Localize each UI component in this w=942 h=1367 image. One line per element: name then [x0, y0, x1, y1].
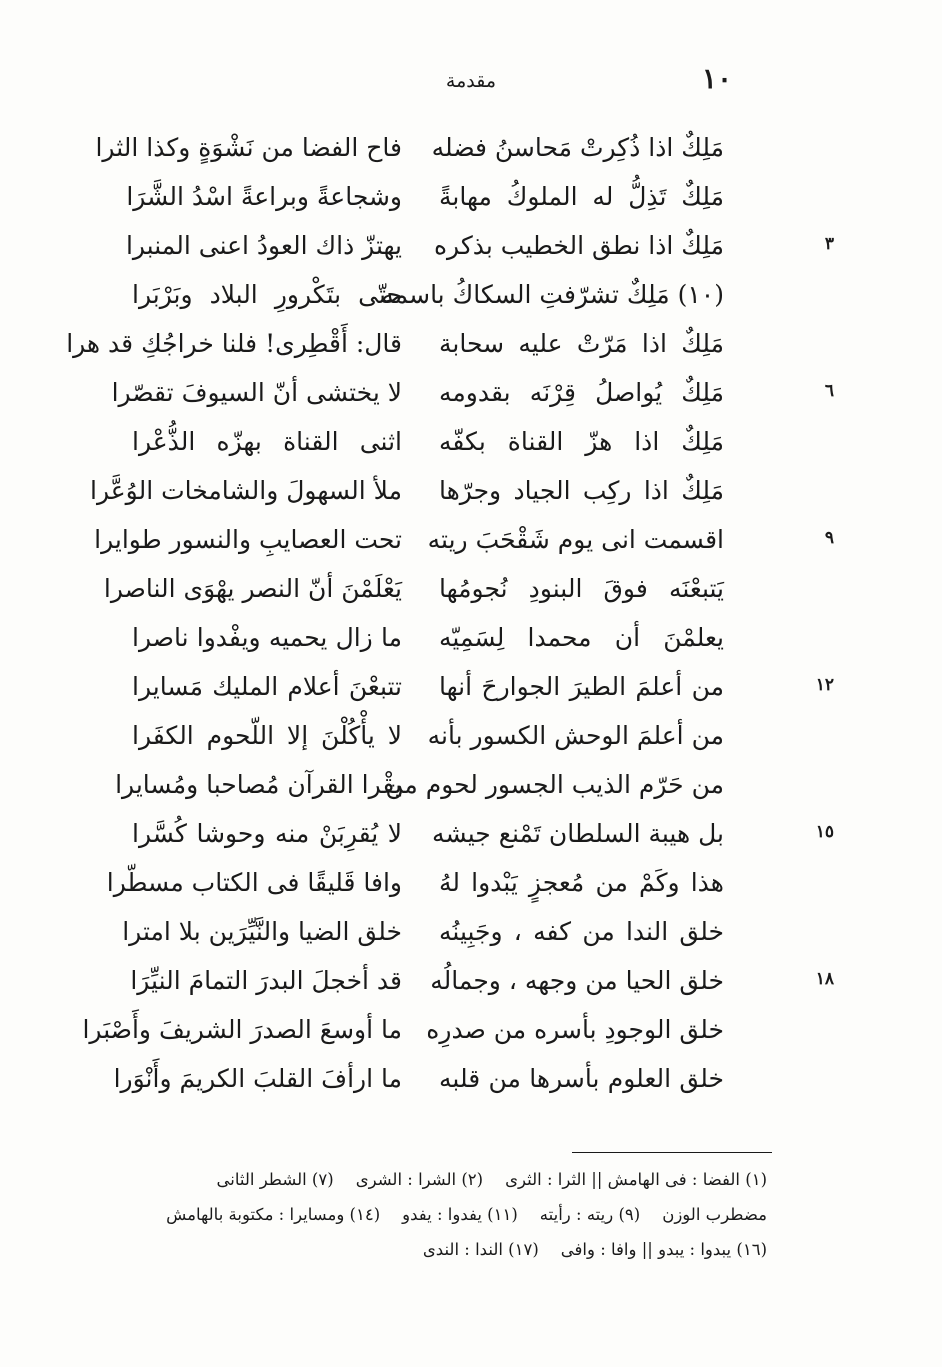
first-hemistich: يَتبعْنَه فوقَ البنودِ نُجومُها [439, 574, 724, 603]
second-hemistich: يَعْلَمْنَ أنّ النصر يهْوَى الناصرا [103, 574, 402, 603]
second-hemistich: ما أوسعَ الصدرَ الشريفَ وأَصْبَرا [82, 1015, 402, 1044]
verse-line [0, 322, 942, 371]
first-hemistich: خلق الوجودِ بأسره من صدرِه [426, 1015, 724, 1044]
verse-number: ١٥ [815, 822, 834, 842]
verse-line [0, 763, 942, 812]
footnote-divider [572, 1152, 772, 1153]
verse-line [0, 714, 942, 763]
poem [0, 126, 942, 1106]
footnote: (١٧) الندا : الندى [422, 1240, 539, 1259]
verse-line [0, 616, 942, 665]
verse-line [0, 959, 942, 1008]
verse-line [0, 224, 942, 273]
footnote: (٢) الشرا : الشرى [355, 1170, 484, 1189]
verse-line [0, 1008, 942, 1057]
second-hemistich: قال: أَقْطِرى! فلنا خراجُكِ قد هرا [66, 329, 402, 358]
second-hemistich: ما زال يحميه ويفْدوا ناصرا [132, 623, 402, 652]
running-title: مقدمة [445, 70, 497, 92]
footnote-line [77, 1197, 767, 1232]
verse-line [0, 273, 942, 322]
first-hemistich: من أعلمَ الطيرَ الجوارحَ أنها [439, 672, 724, 701]
first-hemistich: مَلِكٌ اذا مَرّتْ عليه سحابة [439, 329, 724, 358]
second-hemistich: خلق الضيا والنَّيِّرَين بلا امترا [122, 917, 402, 946]
second-hemistich: اثنى القناة بهزّه الذُّعْرا [132, 427, 402, 456]
verse-line [0, 567, 942, 616]
verse-line [0, 518, 942, 567]
verse-line [0, 1057, 942, 1106]
first-hemistich: من أعلمَ الوحش الكسور بأنه [427, 721, 724, 750]
second-hemistich: تحت العصايبِ والنسور طوايرا [94, 525, 402, 554]
first-hemistich: من حَرّم الذيب الجسور لحوم من [385, 770, 724, 799]
first-hemistich: بل هيبة السلطان تَمْنع جيشه [432, 819, 724, 848]
verse-line [0, 469, 942, 518]
first-hemistich: خلق الحيا من وجهه ، وجمالُه [430, 966, 724, 995]
footnote: (١٤) ومسايرا : مكتوبة بالهامش [166, 1205, 381, 1224]
verse-line [0, 812, 942, 861]
second-hemistich: ملأ السهولَ والشامخات الوُعَّرا [90, 476, 402, 505]
verse-line [0, 175, 942, 224]
page-number: ١٠ [701, 62, 732, 95]
first-hemistich: مَلِكٌ اذا ذُكِرتْ مَحاسنُ فضله [431, 133, 724, 162]
first-hemistich: هذا وكَمْ من مُعجزٍ يَبْدوا لهُ [439, 868, 724, 897]
first-hemistich: مَلِكٌ اذا ركِب الجياد وجرّها [439, 476, 724, 505]
verse-line [0, 420, 942, 469]
verse-number: ٩ [824, 528, 834, 548]
second-hemistich: فاح الفضا من نَشْوَةٍ وكذا الثرا [95, 133, 402, 162]
footnote: (١) الفضا : فى الهامش || الثرا : الثرى [505, 1170, 767, 1189]
verse-line [0, 910, 942, 959]
first-hemistich: مَلِكٌ يُواصلُ قِرْنَه بقدومه [439, 378, 724, 407]
verse-number: ١٨ [815, 969, 834, 989]
footnotes [77, 1162, 767, 1267]
second-hemistich: لا يُقرِبَنْ منه وحوشا كُسَّرا [132, 819, 402, 848]
footnote: (١٦) يبدوا : يبدو || وافا : وافى [560, 1240, 767, 1259]
verse-line [0, 371, 942, 420]
footnote: (١١) يفدوا : يفدو [402, 1205, 518, 1224]
first-hemistich: يعلمْنَ أن محمدا لِسَمِيّه [439, 623, 724, 652]
verse-number: ٦ [824, 381, 834, 401]
second-hemistich: وشجاعةً وبراعةً اسْدُ الشَّرَا [126, 182, 402, 211]
verse-line [0, 861, 942, 910]
footnote: مضطرب الوزن [662, 1205, 767, 1224]
first-hemistich: (١٠) مَلِكٌ تشرّفتِ السكاكُ باسمه [381, 280, 724, 309]
second-hemistich: يقْرا القرآن مُصاحبا ومُسايرا [115, 770, 402, 799]
verse-number: ٣ [824, 234, 834, 254]
first-hemistich: خلق الندا من كفه ، وجَبِينُه [439, 917, 724, 946]
second-hemistich: يهتزّ ذاك العودُ اعنى المنبرا [125, 231, 402, 260]
second-hemistich: ما ارأفَ القلبَ الكريمَ وأَنْوَرا [113, 1064, 402, 1093]
first-hemistich: خلق العلوم بأسرها من قلبه [439, 1064, 724, 1093]
first-hemistich: مَلِكٌ تَذِلُّ له الملوكُ مهابةً [439, 182, 724, 211]
second-hemistich: قد أخجلَ البدرَ التمامَ النيِّرَا [130, 966, 402, 995]
second-hemistich: وافا قَليقًا فى الكتاب مسطّرا [106, 868, 402, 897]
footnote: (٩) ريته : رأيته [539, 1205, 641, 1224]
verse-line [0, 665, 942, 714]
second-hemistich: لا يختشى أنّ السيوفَ تقصّرا [111, 378, 402, 407]
first-hemistich: مَلِكٌ اذا نطق الخطيب بذكره [433, 231, 724, 260]
second-hemistich: تتبعْنَ أعلام المليك مَسايرا [132, 672, 402, 701]
verse-number: ١٢ [815, 675, 834, 695]
second-hemistich: لا يأْكُلْنَ إلا اللّحوم الكفَرا [132, 721, 402, 750]
footnote-line [77, 1162, 767, 1197]
page-header [0, 62, 942, 102]
first-hemistich: مَلِكٌ اذا هزّ القناة بكفّه [439, 427, 724, 456]
second-hemistich: حتّى بتَكْرورِ البلاد وبَرْبَرا [132, 280, 402, 309]
footnote-line [77, 1232, 767, 1267]
verse-line [0, 126, 942, 175]
first-hemistich: اقسمت انى يوم شَقْحَبَ ريته [427, 525, 724, 554]
footnote: (٧) الشطر الثانى [216, 1170, 334, 1189]
